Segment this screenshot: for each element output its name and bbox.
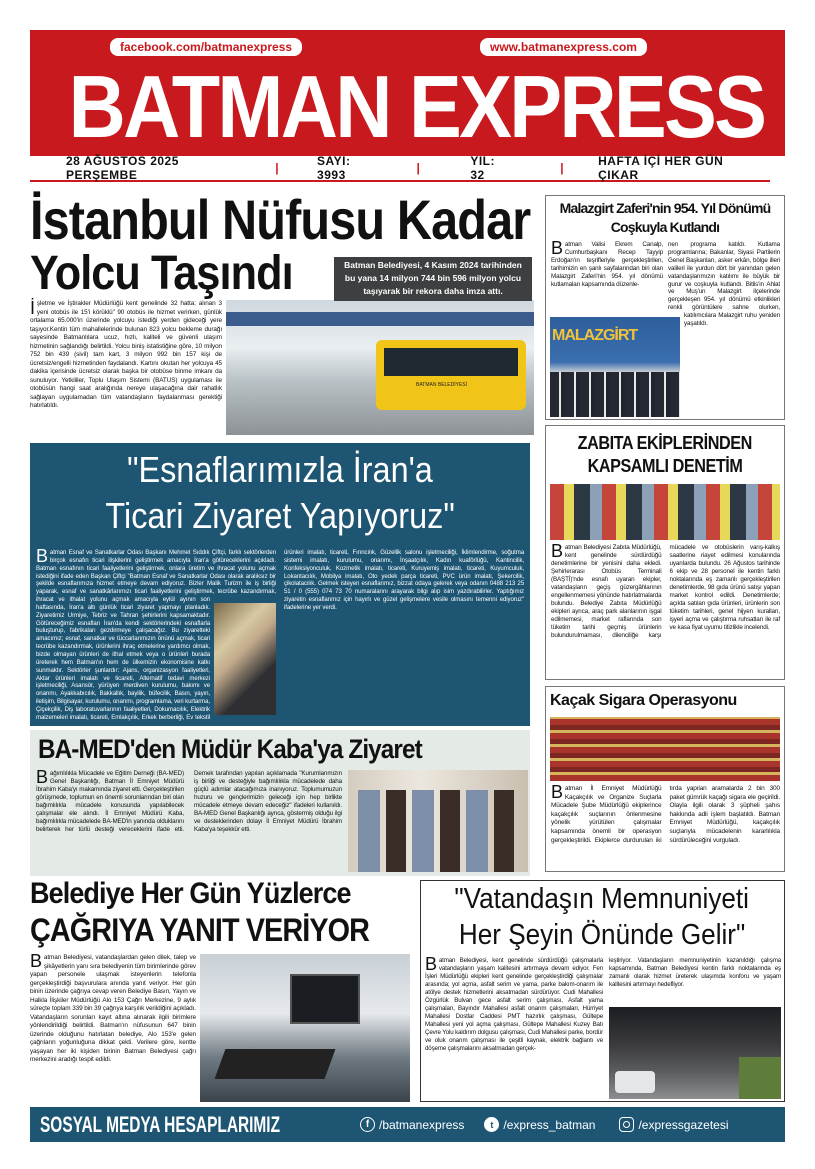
zabita-body: [551, 541, 780, 640]
yellow-bus: [376, 340, 526, 410]
bamed-body: [36, 767, 342, 834]
malazgirt-ceremony-photo: [550, 317, 680, 417]
night-road-photo: [609, 1007, 781, 1099]
issue-year: YIL: 32: [470, 154, 495, 182]
call-center-photo: [200, 954, 410, 1102]
malazgirt-headline: Malazgirt Zaferi'nin 954. Yıl Dönümü Coşkuyla Kutlandı: [559, 200, 771, 235]
footer-instagram[interactable]: [619, 1117, 728, 1132]
footer-title: SOSYAL MEDYA HESAPLARIMIZ: [40, 1111, 281, 1137]
drop-cap: İ: [30, 298, 35, 318]
drop-cap: B: [36, 767, 48, 787]
issue-number: SAYI: 3993: [317, 154, 351, 182]
drop-cap: B: [551, 541, 563, 561]
facebook-icon: f: [360, 1117, 375, 1132]
esnaf-headline: [30, 447, 530, 539]
bus-sign: BATMAN BELEDİYESİ: [416, 382, 468, 388]
body-text: atman Belediyesi, kent genelinde sürdürdüğü çalışmalarla vatandaşların yaşam kalitesini artırmaya devam ediyor. Fen İşleri Müdürlüğü ekipleri kent genelinde gerçekleştirdiği çalışmalar arasında; yol açma, asfalt serim ve yama, parke bakım-onarım ile atölye destek hizmetlerini aksatmadan sürdürüyor. Cudi Mahallesi Özgürlük Bulvarı gece asfalt serim çalışması, Asfalt yama çalışmaları, Bayındır Mahallesi asfalt onarım çalışmaları, Hürriyet Mahallesi Dostlar Caddesi PMT hazırlık çalışması, Gültepe Mahallesi yeni yol açma çalışması, Gültepe Mahallesi Kuzey Batı Çevre Yolu kaldırım dolgusu çalışması, Cudi Mahallesi parke, bordür ve oluk onarım çalışması ile çeşitli kaynak, elektrik bağlantı ve döşeme çalışmalarını aksatmadan gerçek-: [425, 957, 603, 1052]
memnuniyet-headline: [421, 881, 783, 953]
story-istanbul-body: [30, 300, 222, 411]
station-roof: [226, 312, 534, 326]
body-text: nen programa katıldı. Kutlama programlarına; Bakanlar, Siyasi Partilerin Genel Başkanları, asker erkân, bölge illeri valileri ile yurdun dört bir yanından gelen vatandaşlarımızın katılımı ile büyük bir gurur ve coşkuyla kutlandı. Bitlis'in Ahlat ve Muş'un Malazgirt ilçelerinde gerçekleşen 954. yıl dönümü etkinlikleri renkli görüntülere sahne olurken, katılımcılara Malazgirt ruhu yeniden yaşatıldı.: [668, 241, 780, 328]
separator: |: [416, 161, 421, 175]
date-bar: [30, 156, 770, 182]
bamed-visit-photo: [348, 770, 528, 872]
headline-line: ZABITA EKİPLERİNDEN: [577, 433, 752, 453]
publication-frequency: HAFTA İÇİ HER GÜN ÇIKAR: [598, 154, 724, 182]
body-text: atman Esnaf ve Sanatkarlar Odası Başkanı Mehmet Sıddık Çiftçi, farklı sektörlerden birçok esnafın ticari ilişkilerini geliştirmek amacıyla İran'a götüreceklerini açıkladı. Batman esnafının ticari faaliyetlerini geliştirmek, onlara üretim ve ihracat yolunu açmak istediğini ifade eden Başkan Çiftçi "Batman Esnaf ve Sanatkarlar Odası olarak aralıksız bir şekilde esnaflarımıza hizmet etmeye devam ediyoruz. Bizler Malik Turizm ile iş birliği yaparak, esnaf ve sanatkârlarımızı ticari faaliyetlerini geliştirmek, tecrübe kazandırmak, ihracat ve ithalat yolunu açmak amacıyla eylül ayının son haftasında, İran'a altı günlük ticari ziyaret yapmayı planladık. Ziyaretimiz Urmiye, Tebriz ve Tahran şehirlerini kapsamaktadır. Götüreceğimiz esnafları İran'da kendi sektörlerindeki esnaflarla buluşturup, fabrikaları gezdirmeye çalışacağız. Bu ziyaretteki amacımız; esnaf, sanatkar ve tüccarlarımızın önünü açmak, ticari tecrübe kazandırmak, ürünlerini ihraç etmelerine yardımcı olmak, bizde olmayan ürünleri de ithal etmek veya o ürünleri burada üreterek hem Batman'ın hem de ülkemizin ekonomisine katkı sunmaktır. Sektörler şunlardır: Ajans, organizasyon faaliyetleri, Aktar ürünleri imalatı ve ticareti, Alternatif tedavi merkezi işletmeciliği, Asansör, yürüyen merdiven kurulumu, bakımı ve onarımı, Ayakkabıcılık, Bakkallık, bayilik, büfecilik, Basın, yayın, iletişim, Bilgisayar, kurulumu, onarımı, programlama, veri kurtarma, Çiçekçilik, Diş laboratuvarlarının faaliyetleri, Dokumacılık, Elektrik malzemeleri imalatı, ticareti, Emlakçılık, Erkek berberliği, Ev tekstil ürünleri imalatı, ticareti, Fırıncılık, Güzellik salonu işletmeciliği, İklimlendirme, soğutma sistemi imalatı, kurulumu, onarımı, İnşaatçılık, Kadın kuaförlüğü, Kantincilik, Konfeksiyonculuk, Kozmetik imalatı, ticareti, Kuruyemiş imalatı, ticareti, Kuyumculuk, Lokantacılık, Mobilya imalatı, Oto yedek parça ticareti, PVC ürün imalatı, Şekercilik, çikolatacılık. Gelmek isteyen esnaflarımız, bizzat odaya gelerek veya odanın 0488 213 25 51 / 0 (555) 074 73 70 numaralarını arayarak bilgi alıp isim yazdırabilirler. Yaptığımız ziyaretin esnaflarımız için hayırlı ve güzel gelişmelere vesile olmasını temenni ediyoruz" ifadelerine yer verdi.: [36, 549, 524, 721]
memnuniyet-article: [420, 880, 785, 1102]
zabita-headline: [546, 432, 783, 478]
newspaper-logo: BATMAN EXPRESS: [68, 57, 765, 156]
newspaper-logo-wrap: [30, 57, 785, 156]
photo-caption: Batman Belediyesi, 4 Kasım 2024 tarihinden bu yana 14 milyon 744 bin 596 milyon yolcu taşıyarak bir rekora daha imza attı.: [334, 257, 532, 301]
headline-line: "Esnaflarımızla İran'a: [127, 449, 433, 490]
body-text: atman Belediyesi, vatandaşlardan gelen dilek, talep ve şikâyetlerin yanı sıra belediyenin tüm birimlerinde görev yapan personele ulaşmak isteyenlerin telefonla gerçekleştirdiği başvurulara anında yanıt veriyor. Her gün binin üzerinde çağrıya cevap veren Belediye Basın, Yayın ve Halkla İlişkiler Müdürlüğü Alo 153 Çağrı Merkezine, 9 aylık süreçte toplam 339 bin 39 çağrıya karşılık verildiğini açıkladı. Vatandaşların sorunları kayıt altına alınarak ilgili birimlere yönlendirildiği belirtildi. Batman'ın nüfusunun 647 binin üzerinde olduğunu hatırlatan belediye, Alo 153'e gelen çağrıların yoğunluğuna dikkat çekti. Verilere göre, kentte yaşayan her iki kişiden birinin Batman Belediyesi çağrı merkezini aradığı tespit edildi.: [30, 954, 196, 1063]
instagram-lens: [623, 1121, 630, 1128]
mehmet-ciftci-photo: [214, 603, 276, 715]
drop-cap: B: [551, 238, 563, 258]
bus-windows: [384, 348, 518, 376]
footer-facebook[interactable]: [360, 1117, 464, 1132]
masthead: [30, 30, 785, 156]
social-media-footer: [30, 1107, 785, 1142]
body-text: atman Belediyesi Zabıta Müdürlüğü, kent genelinde sürdürdüğü denetimlerine bir yenisini daha ekledi. Şehirlerarası Otobüs Terminali (BAŞTİ)'nde esnafı uyaran ekipler, vatandaşların geçiş güzergâhlarının engellenmemesi yönünde hatırlatmalarda bulundu. Belediye Zabıta Müdürlüğü ekipleri ayrıca, araç park alanlarının işgal edilmemesi, market raflarında son tüketim tarihi geçmiş ürünlerin bulundurulmaması, dilenciliğe karşı mücadele ve otobüslerin varış-kalkış saatlerine riayet edilmesi konularında uyarılarda bulundu. 26 Ağustos tarihinde 6 ekip ve 28 personel ile kentin farklı noktalarında eş zamanlı gerçekleştirilen denetimlerde, 98 gıda ürünü satışı yapan market kontrol edildi. Denetimlerde; açıkta satılan gıda ürünleri, ürünlerin son tüketim tarihleri, genel hijyen kuralları, işyeri açma ve çalıştırma ruhsatları ile raf ve kasa fiyat uyumu titizlikle incelendi.: [551, 544, 780, 639]
sigara-headline: Kaçak Sigara Operasyonu: [550, 692, 737, 709]
twitter-icon: t: [484, 1117, 499, 1132]
esnaf-body: [36, 546, 524, 723]
issue-date: 28 AĞUSTOS 2025 PERŞEMBE: [66, 154, 179, 182]
instagram-handle: /expressgazetesi: [638, 1117, 729, 1132]
separator: |: [560, 161, 565, 175]
headline-line: "Vatandaşın Memnuniyeti: [454, 883, 750, 915]
alo153-headline-2: ÇAĞRIYA YANIT VERİYOR: [30, 912, 370, 948]
separator: |: [275, 161, 280, 175]
headline-line: Ticari Ziyaret Yapıyoruz": [105, 495, 455, 536]
headline-istanbul-2: Yolcu Taşındı: [30, 247, 293, 300]
body-text: şletme ve İştirakler Müdürlüğü kent genelinde 32 hatta; alınan 3 yeni otobüs ile 15'i körüklü" 90 otobüs ile hizmet verirken, günlük ortalama 65.000'in üzerinde yolcuyu istediği yerden gideceği yere taşıyor.Kentin tüm mahallelerinde bulunan 823 yolcu bekleme durağı sayesinde Batmanlılara ucuz, hızlı, kaliteli ve güvenli ulaşım hizmetinin sağlandığı belirtildi. Yolcu biniş istatistiğine göre, 10 milyon 752 bin 439 (sivil) tam kart, 3 milyon 992 bin 157 kişi de ücretsiz/engelli hizmetinden faydalandı. Kartını okutan her yolcuya 45 dakika içerisinde ücretsiz olarak başka bir otobüse binme imkanı da sunuluyor. Yetkililer, Toplu Ulaşım Sistemi (BATUS) uygulaması ile otobüsün hangi saat aralığında nereye ulaşacağına dair rahatlık sağlayan uygulamadan tüm vatandaşların faydalanması gerektiği hatırlatıldı.: [30, 300, 222, 409]
esnaf-article: [30, 443, 530, 726]
white-car: [615, 1071, 655, 1093]
drop-cap: B: [551, 782, 563, 802]
bus-station-photo: [226, 300, 534, 435]
facebook-handle: /batmanexpress: [379, 1117, 465, 1132]
seized-cigarettes-photo: [550, 717, 780, 781]
drop-cap: B: [30, 951, 42, 971]
zabita-article: [545, 425, 785, 680]
alo153-headline: Belediye Her Gün Yüzlerce: [30, 877, 351, 910]
footer-twitter[interactable]: [484, 1117, 595, 1132]
facebook-link[interactable]: facebook.com/batmanexpress: [110, 38, 302, 56]
bamed-article: [30, 730, 530, 876]
grass: [739, 1057, 781, 1099]
keyboard: [215, 1049, 336, 1079]
instagram-icon: [619, 1117, 634, 1132]
footer-title-wrap: [30, 1112, 290, 1138]
sigara-body: [551, 782, 780, 845]
banner-text: MALAZGİRT: [552, 327, 638, 344]
malazgirt-body-2: [668, 241, 780, 426]
drop-cap: B: [425, 954, 437, 974]
memnuniyet-body-1: [425, 954, 603, 1053]
twitter-handle: /express_batman: [503, 1117, 596, 1132]
body-text: atman İl Emniyet Müdürlüğü Kaçakçılık ve Organize Suçlarla Mücadele Şube Müdürlüğü ekiplerince kaçakçılık suçlarının önlenmesine yönelik yürütülen çalışmalar kapsamında önemli bir operasyon gerçekleştirildi. Ekiplerce durdurulan iki tırda yapılan aramalarda 2 bin 300 paket gümrük kaçağı sigara ele geçirildi. Olayla ilgili olarak 3 şüpheli şahıs hakkında adli işlem başlatıldı. Batman Emniyet Müdürlüğü, kaçakçılık suçlarıyla mücadelenin kararlılıkla sürdürüleceğini vurguladı.: [551, 785, 780, 844]
body-text: ağımlılıkla Mücadele ve Eğitim Derneği (BA-MED) Genel Başkanlığı, Batman İl Emniyet Müdürü İbrahim Kaba'yı makamında ziyaret etti. Gerçekleştirilen görüşmede, toplumun en önemli sorunlarından biri olan bağımlılıkla mücadele konusunda yapılabilecek çalışmalar ele alındı. İl Emniyet Müdürü Kaba, bağımlılıkla mücadelede BA-MED'in yanında olduklarını belirterek her türlü desteği vereceklerini ifade etti. Dernek tarafından yapılan açıklamada "Kurumlarımızın iş birliği ve desteğiyle bağımlılıkla mücadelede daha güçlü adımlar atacağımıza inanıyoruz. Toplumumuzun huzuru ve gençlerimizin geleceği için hep birlikte mücadele etmeye devam edeceğiz" ifadeleri kullanıldı. BA-MED Genel Başkanlığı ayrıca, göstermiş olduğu ilgi ve desteklerinden dolayı İl Emniyet Müdürü İbrahim Kaba'ya teşekkür etti.: [36, 770, 342, 833]
officials-group: [550, 372, 680, 417]
zabita-inspection-photo: [550, 484, 780, 540]
headline-istanbul: İstanbul Nüfusu Kadar: [30, 188, 531, 251]
monitor: [290, 974, 360, 1024]
alo153-body: [30, 951, 196, 1065]
website-link[interactable]: www.batmanexpress.com: [480, 38, 647, 56]
drop-cap: B: [36, 546, 48, 566]
malazgirt-article: [545, 195, 785, 420]
memnuniyet-body-2: leştiriyor. Vatandaşların memnuniyetinin kazanıldığı çalışma kapsamında, Batman Belediyesi kentin farklı noktalarında eş zamanlı olarak hizmet üreterek ulaşımda konforu ve yaşam kalitesini artırmayı hedefliyor.: [609, 957, 781, 988]
malazgirt-body-1: [551, 238, 663, 288]
visitors-group: [358, 790, 518, 872]
headline-line: KAPSAMLI DENETİM: [587, 456, 742, 476]
bamed-headline: BA-MED'den Müdür Kaba'ya Ziyaret: [38, 734, 422, 764]
headline-line: Her Şeyin Önünde Gelir": [458, 919, 746, 951]
sigara-article: [545, 686, 785, 872]
body-text: atman Valisi Ekrem Canalp, Cumhurbaşkanı Recep Tayyip Erdoğan'ın teşrifleriyle gerçekleştirilen, tarihimizin en şanlı sayfalarından biri olan Malazgirt Zaferi'nin 954. yıl dönümü kutlamaları kapsamında düzenle-: [551, 241, 663, 288]
